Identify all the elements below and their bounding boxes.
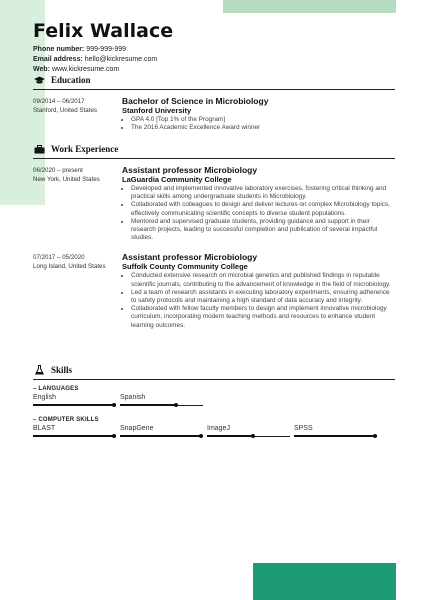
skill-level-dot	[199, 434, 203, 438]
work-bullets-1	[122, 185, 395, 242]
skill-level-bar	[33, 433, 116, 439]
skill-level-bar	[120, 402, 203, 408]
skill-level-dot	[251, 434, 255, 438]
work-heading	[33, 143, 395, 155]
list-item: • Collaborated with colleagues to design and deliver lectures on complex Microbiology topics, effectively communicating scientific concepts to diverse student populations.	[131, 201, 395, 217]
job-title-1: Assistant professor Microbiology	[122, 165, 258, 175]
company-name-2: Suffolk County Community College	[122, 262, 248, 272]
phone-value: 999-999-999	[86, 46, 126, 53]
list-item: • Conducted extensive research on microbial genetics and published findings in reputable scientific journals, contributing to the advancement of knowledge in the field of microbiology.	[131, 272, 395, 288]
skill-level-bar	[294, 433, 377, 439]
work-entry-2	[33, 252, 395, 329]
skills-title: Skills	[51, 365, 73, 375]
accent-block-bottom	[253, 563, 396, 600]
education-section	[33, 74, 395, 132]
skill-level-dot	[112, 434, 116, 438]
education-title: Education	[51, 75, 91, 85]
languages-title: – LANGUAGES	[33, 386, 79, 392]
job-title-2: Assistant professor Microbiology	[122, 252, 258, 263]
skill-item	[120, 393, 207, 408]
work-meta-1	[33, 165, 122, 242]
accent-block-top	[223, 0, 396, 13]
candidate-name: Felix Wallace	[33, 20, 174, 42]
email-value[interactable]: hello@kickresume.com	[84, 56, 158, 63]
flask-icon	[33, 365, 45, 375]
skill-name: ImageJ	[207, 425, 230, 432]
school-name: Stanford University	[122, 106, 192, 115]
resume-header	[33, 20, 393, 75]
skill-level-bar	[33, 402, 116, 408]
skill-item	[294, 424, 381, 439]
email-label: Email address:	[33, 56, 83, 63]
skill-item	[33, 393, 120, 408]
work-title: Work Experience	[51, 144, 119, 154]
education-dates: 09/2014 – 06/2017	[33, 98, 85, 105]
email-line	[33, 55, 393, 65]
work-dates-1: 06/2020 – present	[33, 167, 83, 174]
work-location-2: Long Island, United States	[33, 263, 106, 271]
web-label: Web:	[33, 66, 50, 73]
education-heading	[33, 74, 395, 86]
list-item: • Developed and implemented innovative laboratory exercises, fostering critical thinking and practical skills among undergraduate students in Microbiology.	[131, 185, 395, 201]
education-location: Stanford, United States	[33, 107, 97, 114]
degree-title: Bachelor of Science in Microbiology	[122, 96, 269, 106]
skill-name: BLAST	[33, 425, 56, 432]
work-location-1: New York, United States	[33, 176, 100, 183]
briefcase-icon	[33, 145, 45, 154]
skill-item	[120, 424, 207, 439]
web-value[interactable]: www.kickresume.com	[51, 66, 120, 73]
skill-item	[33, 424, 120, 439]
computer-skills-row	[33, 424, 395, 439]
list-item: • Led a team of research assistants in executing laboratory experiments, ensuring adherence to safety protocols and maintaining a high standard of data accuracy and integrity.	[131, 289, 395, 305]
work-bullets-2	[122, 272, 395, 329]
graduation-cap-icon	[33, 76, 45, 85]
phone-line	[33, 45, 393, 55]
education-divider	[33, 89, 395, 90]
list-item: • Mentored and supervised graduate students, providing guidance and support in their research projects, leading to successful completion and publication of several impactful studies.	[131, 218, 395, 243]
computer-skills-title: – COMPUTER SKILLS	[33, 417, 99, 423]
skill-name: SPSS	[294, 425, 313, 432]
work-meta-2	[33, 252, 122, 329]
work-divider	[33, 158, 395, 159]
skills-divider	[33, 379, 395, 380]
skill-level-bar	[207, 433, 290, 439]
education-body	[122, 96, 395, 132]
skill-item	[207, 424, 294, 439]
list-item: • GPA 4.0 [Top 1% of the Program]	[131, 116, 395, 124]
company-name-1: LaGuardia Community College	[122, 175, 232, 184]
work-dates-2: 07/2017 – 05/2020	[33, 254, 85, 262]
skills-heading	[33, 364, 395, 376]
education-meta	[33, 96, 122, 132]
phone-label: Phone number:	[33, 46, 85, 53]
skill-name: English	[33, 394, 56, 401]
skill-name: SnapGene	[120, 425, 154, 432]
skills-section	[33, 364, 395, 439]
skill-name: Spanish	[120, 394, 146, 401]
work-body-1	[122, 165, 395, 242]
education-bullets	[122, 116, 395, 132]
skill-level-dot	[174, 403, 178, 407]
skill-level-bar	[120, 433, 203, 439]
work-entry-1	[33, 165, 395, 242]
list-item: • Collaborated with fellow faculty members to design and implement innovative microbiology curriculum, incorporating modern teaching methods and resources to enhance student learning outcomes.	[131, 305, 395, 330]
skill-level-dot	[112, 403, 116, 407]
list-item: • The 2016 Academic Excellence Award winner	[131, 124, 395, 132]
education-entry	[33, 96, 395, 132]
work-body-2	[122, 252, 395, 329]
languages-row	[33, 393, 395, 408]
skill-level-dot	[373, 434, 377, 438]
work-section	[33, 143, 395, 330]
